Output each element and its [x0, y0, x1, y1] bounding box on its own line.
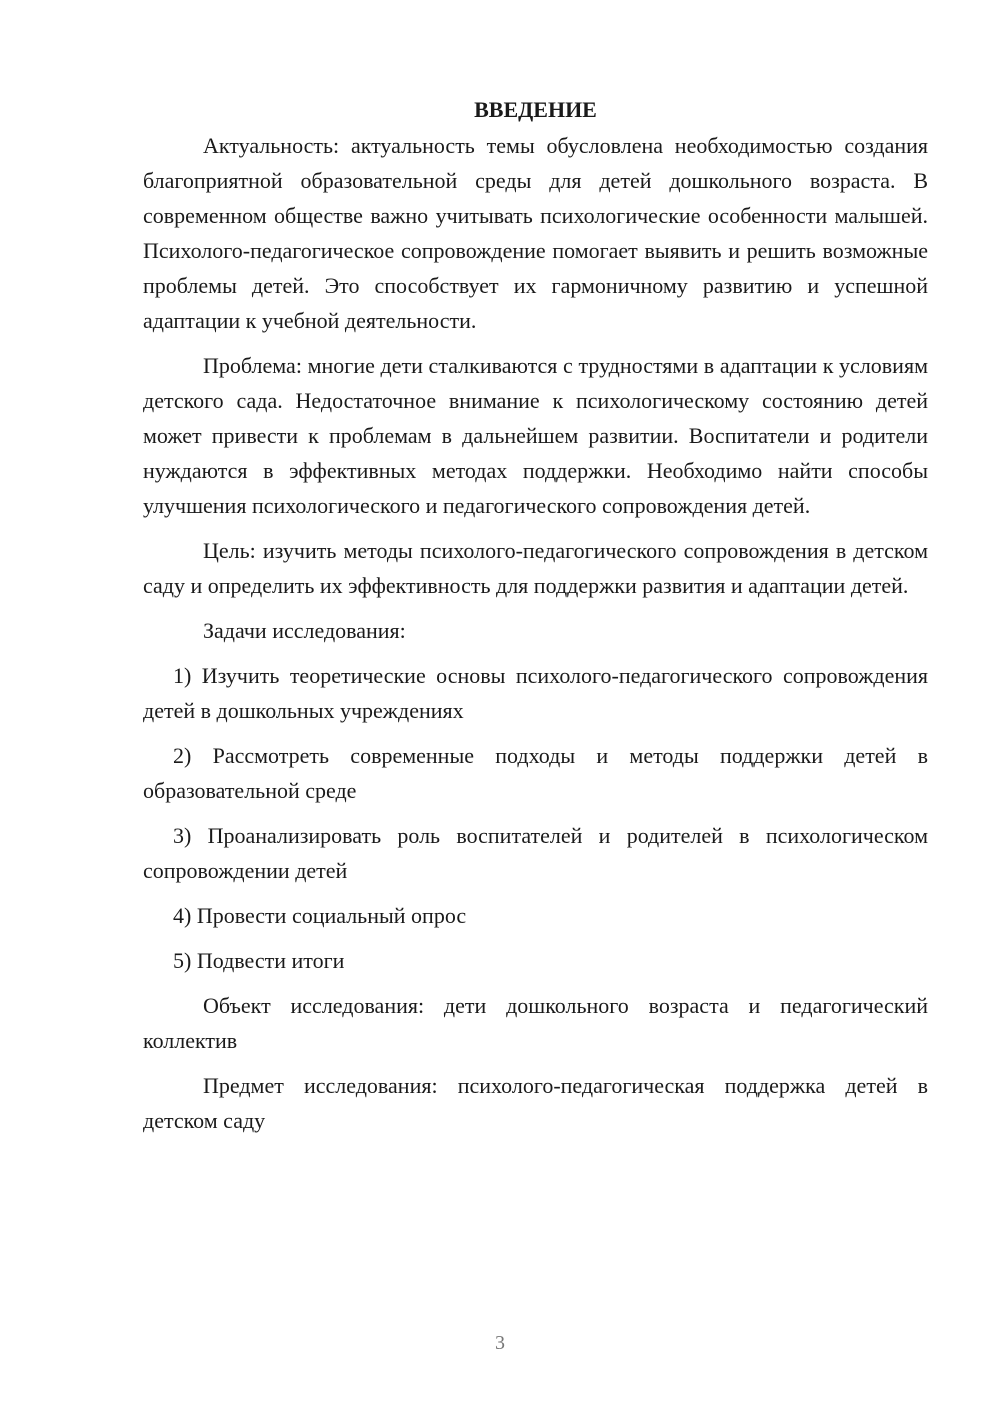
relevance-paragraph: Актуальность: актуальность темы обусловлена необходимостью создания благоприятной образовательной среды для детей дошкольного возраста. В современном обществе важно учитывать психологические особенности малышей. Психолого-педагогическое сопровождение помогает выявить и решить возможные проблемы детей. Это способствует их гармоничному развитию и успешной адаптации к учебной деятельности.: [143, 133, 928, 333]
task-item-4: 4) Провести социальный опрос: [173, 903, 467, 928]
task-item-2: 2) Рассмотреть современные подходы и методы поддержки детей в образовательной среде: [143, 743, 928, 803]
task-item-1: 1) Изучить теоретические основы психолого-педагогического сопровождения детей в дошкольных учреждениях: [143, 663, 928, 723]
page-number: 3: [495, 1332, 505, 1354]
tasks-heading: Задачи исследования:: [203, 618, 406, 643]
task-item-5: 5) Подвести итоги: [173, 948, 345, 973]
object-paragraph: Объект исследования: дети дошкольного возраста и педагогический коллектив: [143, 993, 928, 1053]
task-item-3: 3) Проанализировать роль воспитателей и родителей в психологическом сопровождении детей: [143, 823, 928, 883]
problem-paragraph: Проблема: многие дети сталкиваются с трудностями в адаптации к условиям детского сада. Недостаточное внимание к психологическому состоянию детей может привести к проблемам в дальнейшем развитии. Воспитатели и родители нуждаются в эффективных методах поддержки. Необходимо найти способы улучшения психологического и педагогического сопровождения детей.: [143, 353, 928, 518]
page-title: ВВЕДЕНИЕ: [474, 97, 597, 122]
goal-paragraph: Цель: изучить методы психолого-педагогического сопровождения в детском саду и определить их эффективность для поддержки развития и адаптации детей.: [143, 538, 928, 598]
document-page: [143, 92, 928, 1148]
subject-paragraph: Предмет исследования: психолого-педагогическая поддержка детей в детском саду: [143, 1073, 928, 1133]
